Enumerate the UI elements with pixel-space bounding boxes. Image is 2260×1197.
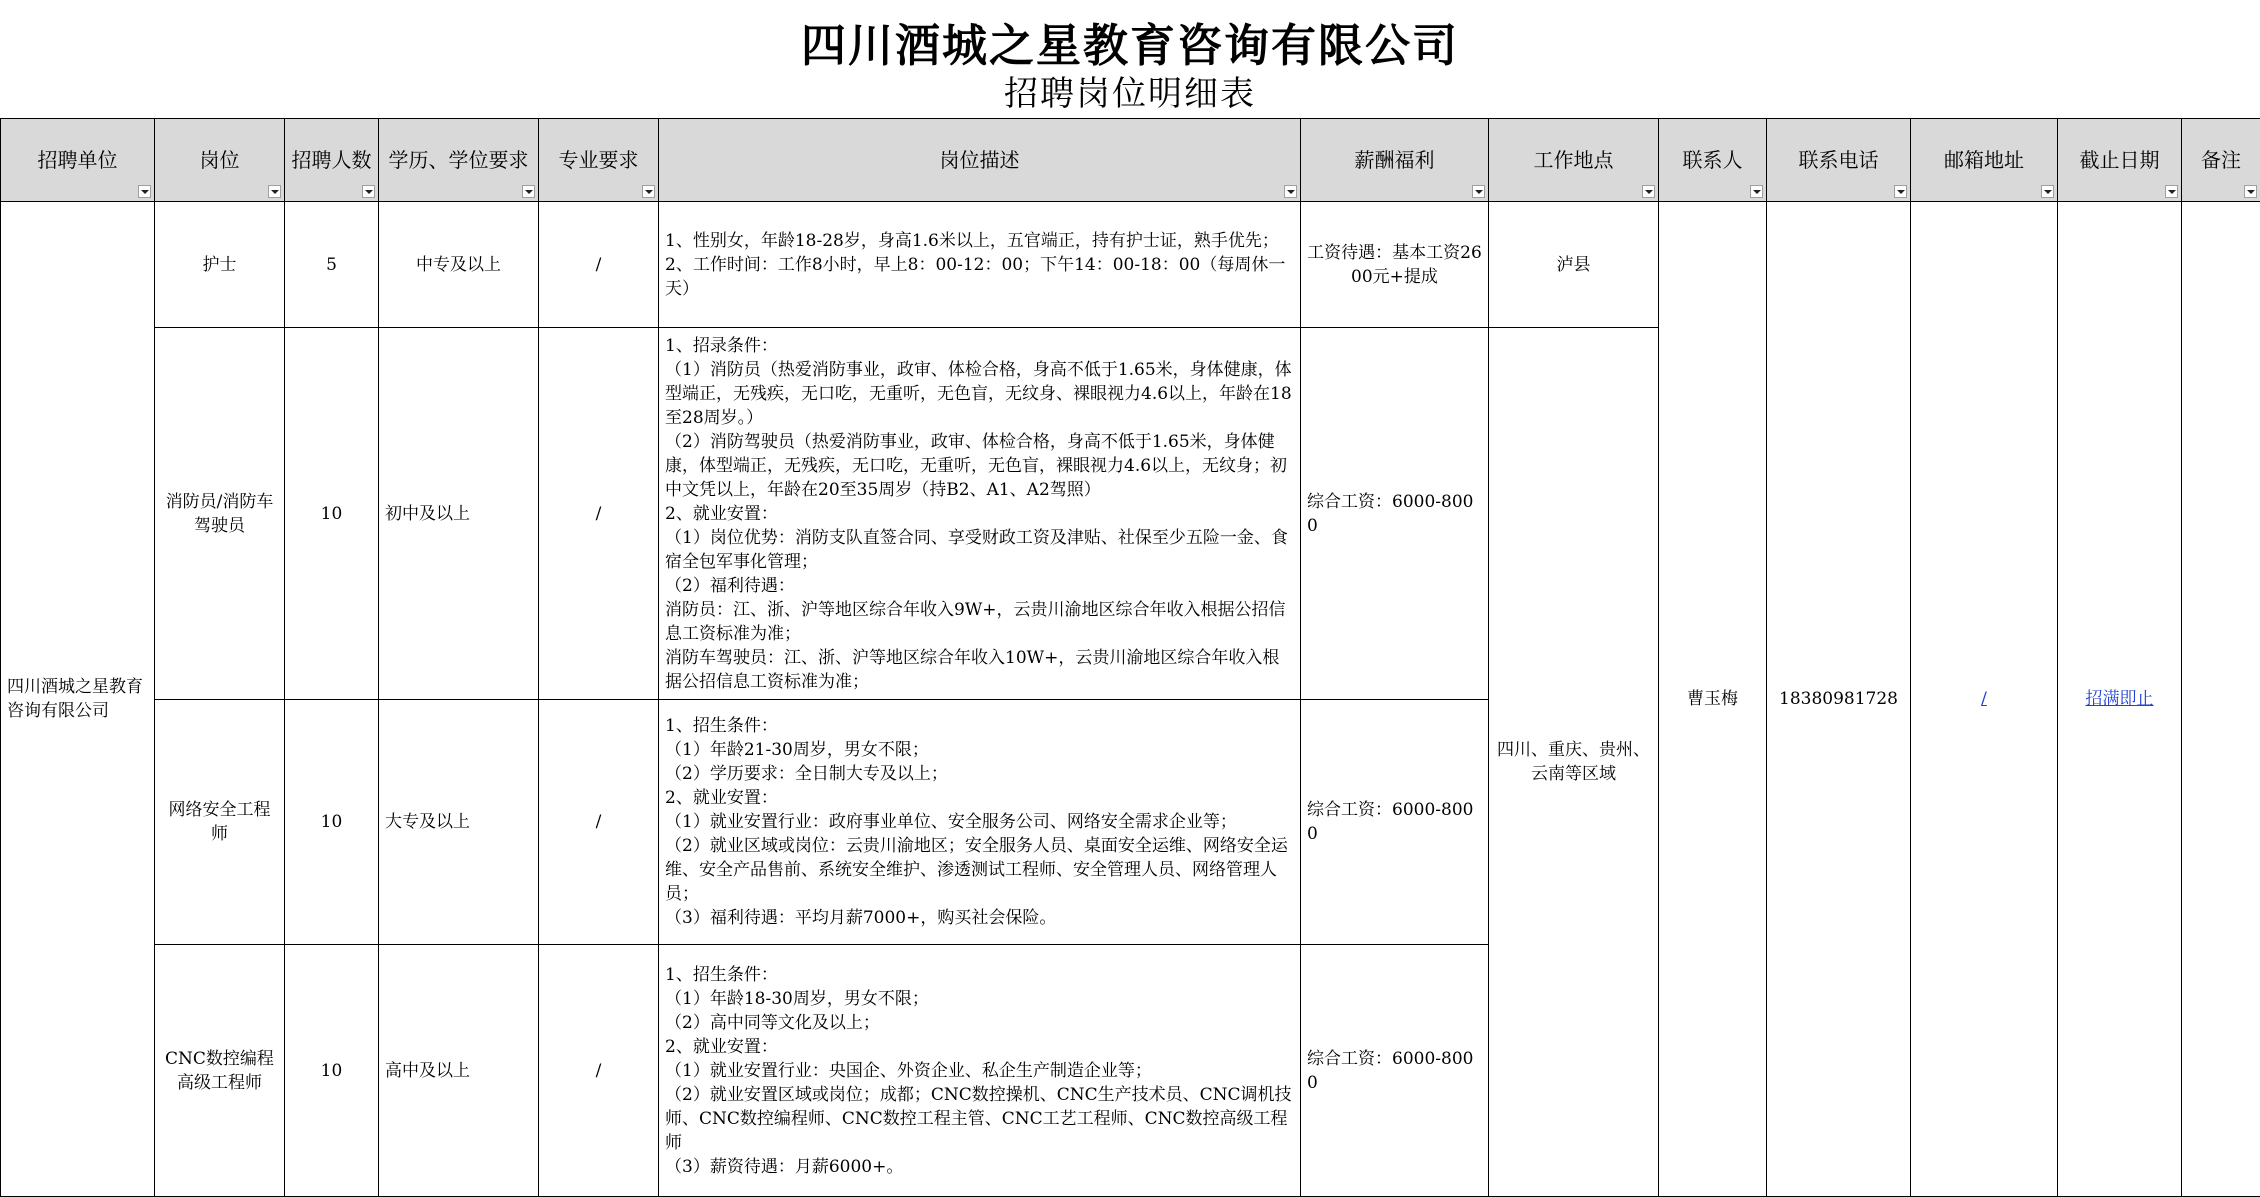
description-line: （1）就业安置行业：政府事业单位、安全服务公司、网络安全需求企业等； bbox=[665, 812, 1237, 832]
description-cell bbox=[659, 202, 1301, 328]
description-line: 1、招录条件： bbox=[665, 335, 778, 356]
page-title: 四川酒城之星教育咨询有限公司 bbox=[800, 19, 1459, 72]
position-cell: 消防员/消防车驾驶员 bbox=[155, 328, 285, 700]
description-line: 消防员：江、浙、沪等地区综合年收入9W+，云贵川渝地区综合年收入根据公招信息工资标准为准； bbox=[665, 599, 1286, 644]
remark-cell bbox=[2182, 202, 2260, 1197]
count-cell: 10 bbox=[285, 328, 379, 700]
filter-dropdown-icon[interactable] bbox=[2244, 185, 2257, 198]
count-cell: 5 bbox=[285, 202, 379, 328]
description-line: （2）消防驾驶员（热爱消防事业，政审、体检合格，身高不低于1.65米，身体健康，体型端正，无残疾，无口吃，无重听，无色盲，裸眼视力4.6以上，无纹身；初中文凭以上，年龄在20至35周岁（持B2、A1、A2驾照） bbox=[665, 431, 1288, 500]
description-line: 2、就业安置： bbox=[665, 1036, 778, 1057]
filter-dropdown-icon[interactable] bbox=[522, 185, 535, 198]
filter-dropdown-icon[interactable] bbox=[138, 185, 151, 198]
description-line: 1、招生条件： bbox=[665, 964, 778, 985]
contact-cell: 曹玉梅 bbox=[1659, 202, 1767, 1197]
description-line: 1、招生条件： bbox=[665, 716, 778, 736]
description-line: （1）就业安置行业：央国企、外资企业、私企生产制造企业等； bbox=[665, 1060, 1152, 1081]
header-cell-position: 岗位 bbox=[155, 119, 285, 202]
page-subtitle: 招聘岗位明细表 bbox=[1004, 74, 1256, 114]
header-cell-phone: 联系电话 bbox=[1767, 119, 1911, 202]
salary-cell: 综合工资：6000-8000 bbox=[1301, 700, 1489, 945]
education-cell: 初中及以上 bbox=[379, 328, 539, 700]
filter-dropdown-icon[interactable] bbox=[1894, 185, 1907, 198]
table-row bbox=[1, 202, 2260, 328]
header-cell-description: 岗位描述 bbox=[659, 119, 1301, 202]
deadline-link[interactable]: 招满即止 bbox=[2085, 689, 2154, 709]
header-cell-count: 招聘人数 bbox=[285, 119, 379, 202]
education-cell: 大专及以上 bbox=[379, 700, 539, 945]
header-cell-education: 学历、学位要求 bbox=[379, 119, 539, 202]
major-cell: / bbox=[539, 202, 659, 328]
header-cell-company: 招聘单位 bbox=[1, 119, 155, 202]
description-line: （2）学历要求：全日制大专及以上； bbox=[665, 764, 948, 784]
major-cell: / bbox=[539, 700, 659, 945]
recruitment-table bbox=[0, 118, 2260, 1197]
major-cell: / bbox=[539, 328, 659, 700]
header-cell-deadline: 截止日期 bbox=[2058, 119, 2182, 202]
header-cell-salary: 薪酬福利 bbox=[1301, 119, 1489, 202]
description-line: 2、工作时间：工作8小时，早上8：00-12：00；下午14：00-18：00（每周休一天） bbox=[665, 254, 1286, 299]
count-cell: 10 bbox=[285, 945, 379, 1197]
filter-dropdown-icon[interactable] bbox=[1472, 185, 1485, 198]
education-cell: 高中及以上 bbox=[379, 945, 539, 1197]
description-line: （3）薪资待遇：月薪6000+。 bbox=[665, 1156, 904, 1177]
salary-cell: 综合工资：6000-8000 bbox=[1301, 328, 1489, 700]
filter-dropdown-icon[interactable] bbox=[2165, 185, 2178, 198]
deadline-cell bbox=[2058, 202, 2182, 1197]
description-line: 1、性别女，年龄18-28岁，身高1.6米以上，五官端正，持有护士证，熟手优先； bbox=[665, 230, 1279, 251]
count-cell: 10 bbox=[285, 700, 379, 945]
filter-dropdown-icon[interactable] bbox=[1750, 185, 1763, 198]
description-line: （1）岗位优势：消防支队直签合同、享受财政工资及津贴、社保至少五险一金、食宿全包军事化管理； bbox=[665, 527, 1288, 572]
filter-dropdown-icon[interactable] bbox=[362, 185, 375, 198]
location-cell: 四川、重庆、贵州、云南等区域 bbox=[1489, 328, 1659, 1197]
header-cell-remark: 备注 bbox=[2182, 119, 2260, 202]
position-cell: 网络安全工程师 bbox=[155, 700, 285, 945]
filter-dropdown-icon[interactable] bbox=[2041, 185, 2054, 198]
company-cell: 四川酒城之星教育咨询有限公司 bbox=[1, 202, 155, 1197]
description-line: 2、就业安置： bbox=[665, 503, 778, 524]
filter-dropdown-icon[interactable] bbox=[642, 185, 655, 198]
description-line: （2）就业安置区域或岗位；成都；CNC数控操机、CNC生产技术员、CNC调机技师、CNC数控编程师、CNC数控工程主管、CNC工艺工程师、CNC数控高级工程师 bbox=[665, 1084, 1292, 1153]
description-line: （1）消防员（热爱消防事业，政审、体检合格，身高不低于1.65米，身体健康，体型端正，无残疾，无口吃，无重听，无色盲，无纹身、裸眼视力4.6以上，年龄在18至28周岁。） bbox=[665, 359, 1292, 428]
description-line: 2、就业安置： bbox=[665, 788, 778, 808]
header-cell-location: 工作地点 bbox=[1489, 119, 1659, 202]
filter-dropdown-icon[interactable] bbox=[1284, 185, 1297, 198]
description-line: （1）年龄18-30周岁，男女不限； bbox=[665, 988, 929, 1009]
phone-cell: 18380981728 bbox=[1767, 202, 1911, 1197]
description-line: （1）年龄21-30周岁，男女不限； bbox=[665, 740, 929, 760]
filter-dropdown-icon[interactable] bbox=[1642, 185, 1655, 198]
filter-dropdown-icon[interactable] bbox=[268, 185, 281, 198]
header-cell-major: 专业要求 bbox=[539, 119, 659, 202]
header-cell-contact: 联系人 bbox=[1659, 119, 1767, 202]
description-line: （3）福利待遇：平均月薪7000+，购买社会保险。 bbox=[665, 908, 1057, 928]
education-cell: 中专及以上 bbox=[379, 202, 539, 328]
position-cell: CNC数控编程高级工程师 bbox=[155, 945, 285, 1197]
description-cell bbox=[659, 328, 1301, 700]
description-line: （2）就业区域或岗位：云贵川渝地区；安全服务人员、桌面安全运维、网络安全运维、安全产品售前、系统安全维护、渗透测试工程师、安全管理人员、网络管理人员； bbox=[665, 836, 1288, 904]
description-line: （2）福利待遇： bbox=[665, 575, 795, 596]
location-cell: 泸县 bbox=[1489, 202, 1659, 328]
position-cell: 护士 bbox=[155, 202, 285, 328]
description-cell bbox=[659, 700, 1301, 945]
email-link[interactable]: / bbox=[1981, 689, 1987, 709]
salary-cell: 工资待遇：基本工资2600元+提成 bbox=[1301, 202, 1489, 328]
description-cell bbox=[659, 945, 1301, 1197]
description-line: （2）高中同等文化及以上； bbox=[665, 1012, 880, 1033]
header-cell-email: 邮箱地址 bbox=[1911, 119, 2058, 202]
email-cell bbox=[1911, 202, 2058, 1197]
major-cell: / bbox=[539, 945, 659, 1197]
salary-cell: 综合工资：6000-8000 bbox=[1301, 945, 1489, 1197]
header-row bbox=[1, 119, 2260, 202]
description-line: 消防车驾驶员：江、浙、沪等地区综合年收入10W+，云贵川渝地区综合年收入根据公招信息工资标准为准； bbox=[665, 647, 1280, 692]
